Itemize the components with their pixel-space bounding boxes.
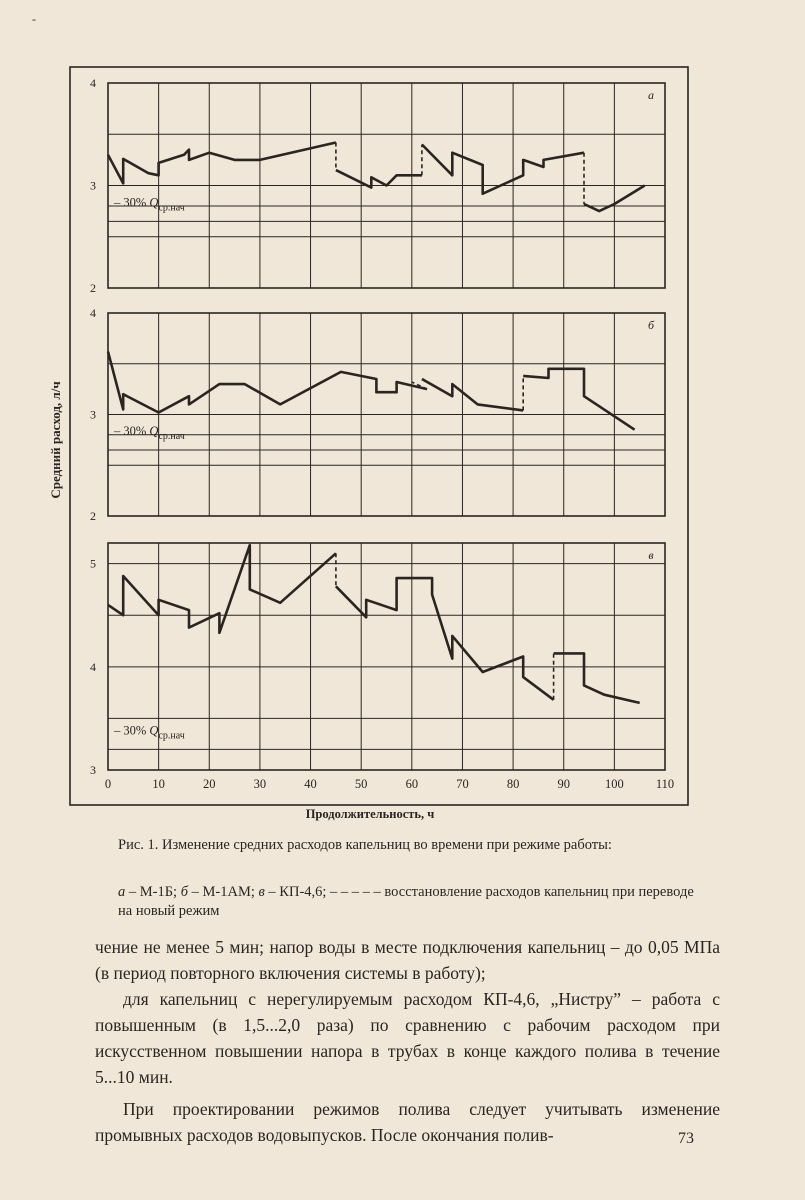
- panel-frame: [108, 543, 665, 770]
- reference-label-subscript: ср.нач: [158, 431, 185, 443]
- x-tick-label: 40: [304, 777, 317, 791]
- reference-label: [113, 723, 185, 741]
- x-tick-label: 110: [655, 777, 675, 791]
- reference-label-prefix: – 30%: [114, 723, 150, 738]
- reference-label: [113, 195, 185, 213]
- flow-series-line: [336, 170, 422, 188]
- x-tick-label: 20: [203, 777, 216, 791]
- flow-series-line: [422, 379, 523, 410]
- reference-label-subscript: ср.нач: [158, 730, 185, 742]
- flow-series-line: [554, 653, 640, 703]
- y-tick-label: 3: [90, 407, 96, 422]
- flow-series-line: [108, 143, 336, 184]
- reference-label-prefix: – 30%: [114, 424, 150, 439]
- y-tick-label: 4: [90, 659, 96, 674]
- x-tick-label: 70: [456, 777, 469, 791]
- caption-text-v: – КП-4,6; – – – – – восстановление расходов капельниц при переводе на новый режим: [118, 884, 694, 919]
- caption-text-b: – М-1АМ;: [188, 884, 259, 900]
- y-tick-label: 4: [90, 76, 96, 90]
- paragraph-1: чение не менее 5 мин; напор воды в месте подключения капельниц – до 0,05 МПа (в период повторного включения системы в работу);: [95, 937, 720, 983]
- caption-letter-a: а: [118, 884, 126, 900]
- flow-series-line: [523, 369, 634, 430]
- panel-2: [90, 306, 665, 523]
- y-tick-label: 3: [90, 178, 96, 193]
- x-tick-label: 100: [604, 777, 624, 791]
- y-tick-label: 3: [90, 763, 96, 777]
- caption-letter-b: б: [180, 884, 188, 900]
- x-tick-label: 30: [253, 777, 267, 791]
- panel-1: [90, 76, 665, 295]
- page-number: 73: [678, 1130, 694, 1147]
- y-tick-label: 4: [90, 306, 96, 320]
- panel-letter: в: [648, 548, 654, 562]
- flow-series-line: [422, 145, 584, 194]
- panel-letter: а: [648, 88, 654, 102]
- y-axis-label: Средний расход, л/ч: [48, 381, 63, 499]
- reference-label-subscript: ср.нач: [158, 202, 185, 214]
- y-tick-label: 2: [90, 509, 96, 523]
- x-tick-label: 10: [152, 777, 165, 791]
- x-tick-label: 90: [557, 777, 570, 791]
- figure-caption-title: Рис. 1. Изменение средних расходов капельниц во времени при режиме работы:: [118, 837, 612, 853]
- paragraph-3: При проектировании режимов полива следует учитывать изменение промывных расходов водовыпусков. После окончания полив-: [95, 1099, 720, 1145]
- paragraph-2: для капельниц с нерегулируемым расходом КП-4,6, „Нистру” – работа с повышенным (в 1,5...2,0 раза) по сравнению с рабочим расходом при искусственном повышении напора в трубах в конце каждого полива в течение 5...10 мин.: [95, 989, 720, 1087]
- body-text: [95, 934, 720, 1148]
- y-tick-label: 2: [90, 281, 96, 295]
- flow-series-line: [108, 352, 427, 413]
- corner-mark: -: [32, 12, 36, 26]
- flow-series-line: [336, 578, 554, 700]
- panel-letter: б: [647, 318, 655, 332]
- reference-label: [113, 424, 185, 442]
- x-tick-label: 80: [506, 777, 520, 791]
- x-tick-label: 50: [354, 777, 368, 791]
- reference-label-q: Q: [149, 723, 159, 738]
- y-tick-label: 5: [90, 556, 96, 571]
- reference-label-prefix: – 30%: [114, 195, 150, 210]
- flow-series-line: [108, 545, 336, 633]
- reference-label-q: Q: [149, 195, 159, 210]
- figure-caption-legend: [118, 883, 698, 921]
- caption-text-a: – М-1Б;: [125, 884, 181, 900]
- x-tick-label: 0: [104, 777, 112, 791]
- x-tick-label: 60: [405, 777, 419, 791]
- chart-panels: [90, 76, 674, 791]
- x-axis-label: Продолжительность, ч: [305, 807, 435, 821]
- caption-letter-v: в: [258, 884, 265, 900]
- reference-label-q: Q: [149, 424, 159, 439]
- panel-3: [90, 543, 674, 791]
